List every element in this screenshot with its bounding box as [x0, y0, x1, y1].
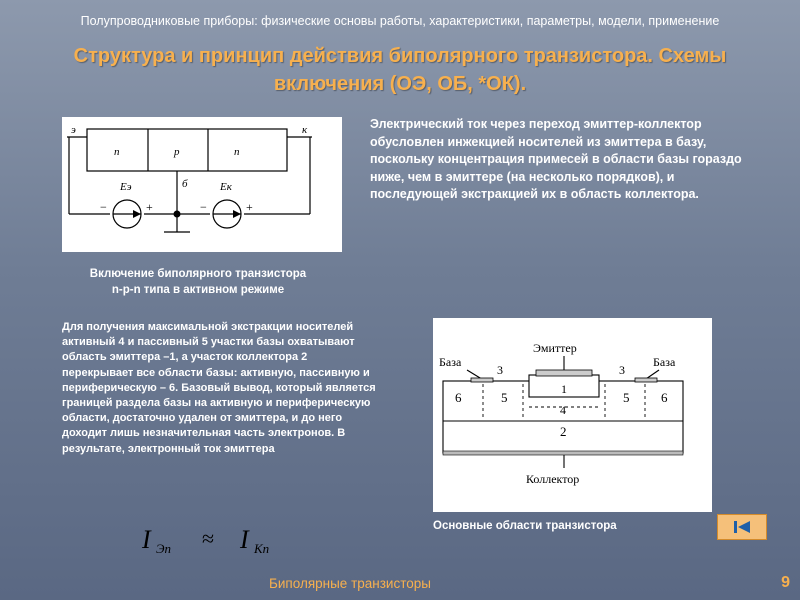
- source-k-label: Eк: [220, 181, 232, 193]
- source-e-label: Eэ: [120, 181, 132, 193]
- slide-title-line-1: Структура и принцип действия биполярного транзистора. Схемы: [73, 45, 727, 67]
- region-p-base: p: [174, 146, 180, 158]
- npn-circuit-diagram: [62, 117, 342, 252]
- source-k-minus: −: [200, 200, 207, 214]
- formula-rhs-symbol: I: [240, 525, 249, 554]
- region-num-1: 1: [561, 382, 567, 396]
- label-base-right: База: [653, 355, 676, 369]
- region-num-6-right: 6: [661, 390, 668, 405]
- label-base-left: База: [439, 355, 462, 369]
- skip-to-start-icon: [718, 515, 766, 539]
- first-slide-button[interactable]: [717, 514, 767, 540]
- figure1-caption-line-2: n-p-n типа в активном режиме: [111, 284, 285, 296]
- formula-rhs-subscript: Кn: [254, 541, 270, 556]
- label-emitter: Эмиттер: [533, 341, 577, 355]
- source-k-plus: +: [246, 200, 253, 214]
- region-num-2: 2: [560, 424, 567, 439]
- left-paragraph: Для получения максимальной экстракции носителей активный 4 и пассивный 5 участки базы охватывают область эмиттера –1, а участок коллектора 2 перекрывает все области базы: активную, пассивную и периферическую – 6. Базовый вывод, который является границей раздела базы на активную и периферическую области, достаточно удален от эмиттера, и до него доходит лишь незначительная часть электронов. В результате, электронный ток эмиттера: [62, 321, 376, 455]
- region-num-3-right: 3: [619, 363, 625, 377]
- region-num-3-left: 3: [497, 363, 503, 377]
- label-b: б: [182, 178, 188, 190]
- label-collector: Коллектор: [526, 472, 580, 486]
- base-node-dot: [174, 211, 181, 218]
- slide-title-line-2: включения (ОЭ, ОБ, *ОК).: [273, 73, 527, 95]
- formula-lhs-symbol: I: [142, 525, 151, 554]
- region-n-collector: n: [234, 146, 240, 158]
- figure1-caption: [58, 266, 338, 298]
- label-e: э: [71, 124, 76, 136]
- label-k: к: [302, 124, 308, 136]
- region-num-4: 4: [560, 403, 566, 417]
- source-e-minus: −: [100, 200, 107, 214]
- formula-lhs-subscript: Эn: [156, 541, 172, 556]
- region-num-5-right: 5: [623, 390, 630, 405]
- transistor-regions-figure: [433, 318, 712, 512]
- source-e-plus: +: [146, 200, 153, 214]
- footer-title: Биполярные транзисторы: [269, 576, 431, 591]
- slide-title: [20, 42, 780, 98]
- transistor-regions-diagram: [433, 318, 712, 512]
- figure1-caption-line-1: Включение биполярного транзистора: [89, 268, 307, 280]
- page-number: 9: [781, 574, 790, 591]
- current-formula: [140, 520, 320, 560]
- region-num-6-left: 6: [455, 390, 462, 405]
- formula-approx: ≈: [202, 526, 215, 551]
- region-num-5-left: 5: [501, 390, 508, 405]
- slide-header-subtitle: Полупроводниковые приборы: физические основы работы, характеристики, параметры, модели, применение: [80, 14, 720, 28]
- figure2-caption: Основные области транзистора: [433, 520, 617, 532]
- right-paragraph: Электрический ток через переход эмиттер-коллектор обусловлен инжекцией носителей из эмиттера в базу, поскольку концентрация примесей в области базы гораздо ниже, чем в эмиттере (на несколько порядков), и последующей экстракцией их в область коллектора.: [370, 117, 742, 201]
- region-n-emitter: n: [114, 146, 120, 158]
- npn-circuit-figure: [62, 117, 342, 252]
